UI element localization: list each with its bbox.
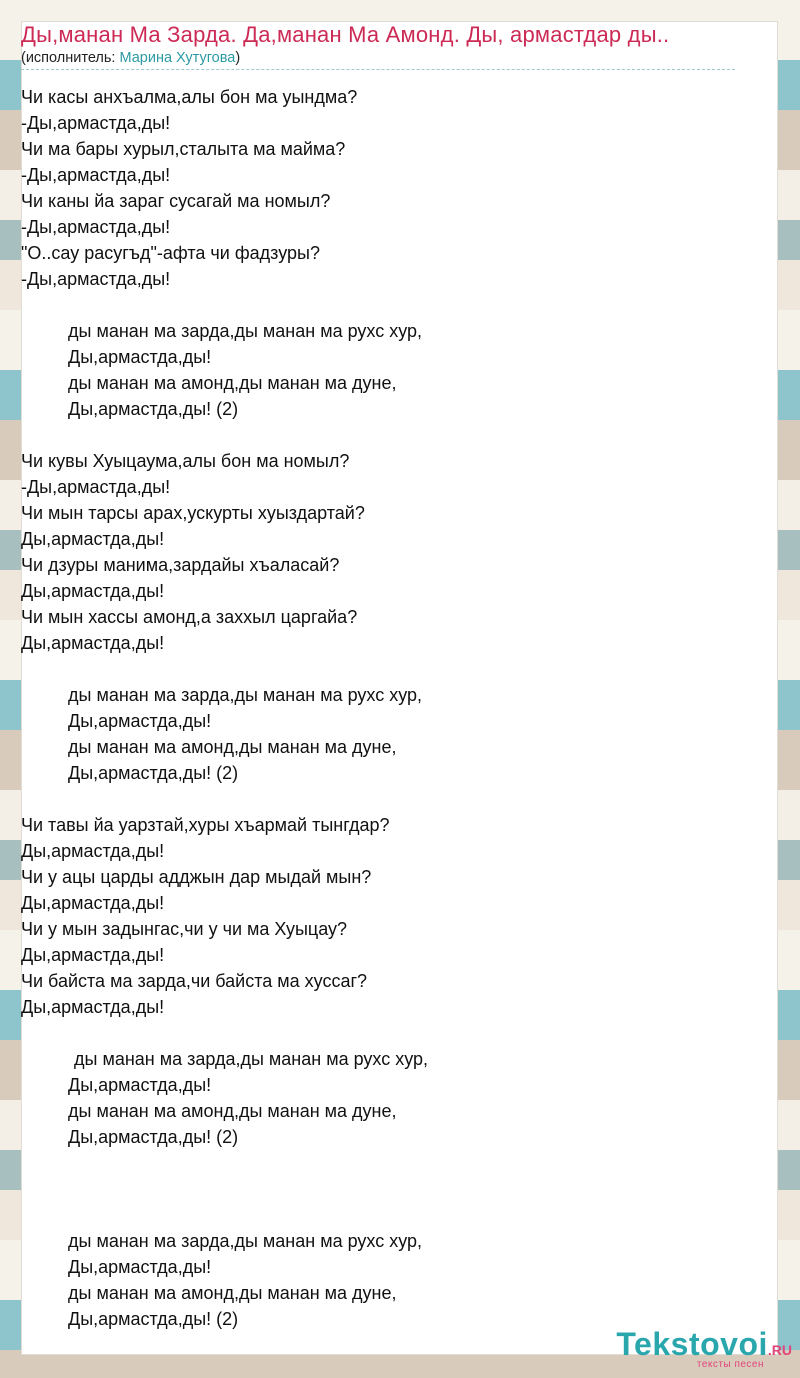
- artist-suffix: ): [235, 50, 241, 66]
- lyric-line: Чи мын тарсы арах,ускурты хуыздартай?: [21, 503, 365, 523]
- lyric-line: ды манан ма амонд,ды манан ма дуне,: [68, 373, 397, 393]
- lyric-line: Чи тавы йа уарзтай,хуры хъармай тынгдар?: [21, 815, 390, 835]
- lyric-line: Чи кувы Хуыцаума,алы бон ма номыл?: [21, 451, 350, 471]
- artist-line: [21, 50, 735, 70]
- lyric-line: Ды,армастда,ды!: [68, 1257, 212, 1277]
- lyric-line: Ды,армастда,ды!: [68, 1075, 212, 1095]
- lyric-line: Ды,армастда,ды!: [21, 529, 165, 549]
- lyric-line: -Ды,армастда,ды!: [21, 269, 171, 289]
- lyric-line: Ды,армастда,ды!: [21, 841, 165, 861]
- lyric-line: [21, 786, 741, 812]
- lyric-line: Чи у ацы царды адджын дар мыдай мын?: [21, 867, 372, 887]
- lyric-line: [21, 1202, 741, 1228]
- song-title: Ды,манан Ма Зарда. Да,манан Ма Амонд. Ды, армастдар ды..: [21, 22, 670, 47]
- lyric-line: Чи дзуры манима,зардайы хъаласай?: [21, 555, 340, 575]
- logo-wordmark: Tekstovoi: [616, 1326, 768, 1362]
- site-logo[interactable]: [616, 1326, 792, 1370]
- artist-prefix: (исполнитель:: [21, 50, 120, 66]
- lyric-line: Ды,армастда,ды! (2): [68, 1127, 239, 1147]
- lyric-line: Ды,армастда,ды!: [21, 893, 165, 913]
- lyric-line: ды манан ма зарда,ды манан ма рухс хур,: [74, 1049, 429, 1069]
- logo-tagline: тексты песен: [696, 1359, 764, 1370]
- lyric-line: ды манан ма амонд,ды манан ма дуне,: [68, 737, 397, 757]
- lyric-line: Ды,армастда,ды!: [68, 347, 212, 367]
- lyrics-text: [21, 84, 741, 1332]
- lyric-line: Ды,армастда,ды! (2): [68, 399, 239, 419]
- lyric-line: [21, 1176, 741, 1202]
- lyric-line: Ды,армастда,ды!: [21, 633, 165, 653]
- lyric-line: ды манан ма зарда,ды манан ма рухс хур,: [68, 1231, 423, 1251]
- lyric-line: -Ды,армастда,ды!: [21, 113, 171, 133]
- lyric-line: -Ды,армастда,ды!: [21, 217, 171, 237]
- lyric-line: Чи байста ма зарда,чи байста ма хуссаг?: [21, 971, 368, 991]
- lyric-line: [21, 292, 741, 318]
- lyric-line: ды манан ма зарда,ды манан ма рухс хур,: [68, 685, 423, 705]
- lyric-line: Ды,армастда,ды!: [68, 711, 212, 731]
- lyric-line: Ды,армастда,ды!: [21, 997, 165, 1017]
- lyric-line: [21, 1150, 741, 1176]
- lyric-line: Ды,армастда,ды! (2): [68, 763, 239, 783]
- lyric-line: "О..сау расугъд"-афта чи фадзуры?: [21, 243, 320, 263]
- lyric-line: Ды,армастда,ды! (2): [68, 1309, 239, 1329]
- lyric-line: Чи у мын задынгас,чи у чи ма Хуыцау?: [21, 919, 348, 939]
- lyric-line: [21, 422, 741, 448]
- lyric-line: [21, 656, 741, 682]
- logo-tld: .RU: [767, 1342, 792, 1358]
- lyric-line: ды манан ма зарда,ды манан ма рухс хур,: [68, 321, 423, 341]
- lyric-line: Ды,армастда,ды!: [21, 581, 165, 601]
- lyric-line: Чи каны йа зараг сусагай ма номыл?: [21, 191, 331, 211]
- lyric-line: ды манан ма амонд,ды манан ма дуне,: [68, 1101, 397, 1121]
- lyric-line: -Ды,армастда,ды!: [21, 477, 171, 497]
- lyric-line: Ды,армастда,ды!: [21, 945, 165, 965]
- artist-link[interactable]: Марина Хутугова: [119, 50, 236, 66]
- lyric-line: Чи ма бары хурыл,сталыта ма майма?: [21, 139, 346, 159]
- lyric-line: Чи касы анхъалма,алы бон ма уындма?: [21, 87, 358, 107]
- lyric-line: Чи мын хассы амонд,а заххыл царгайа?: [21, 607, 358, 627]
- lyric-line: ды манан ма амонд,ды манан ма дуне,: [68, 1283, 397, 1303]
- lyric-line: [21, 1020, 741, 1046]
- lyric-line: -Ды,армастда,ды!: [21, 165, 171, 185]
